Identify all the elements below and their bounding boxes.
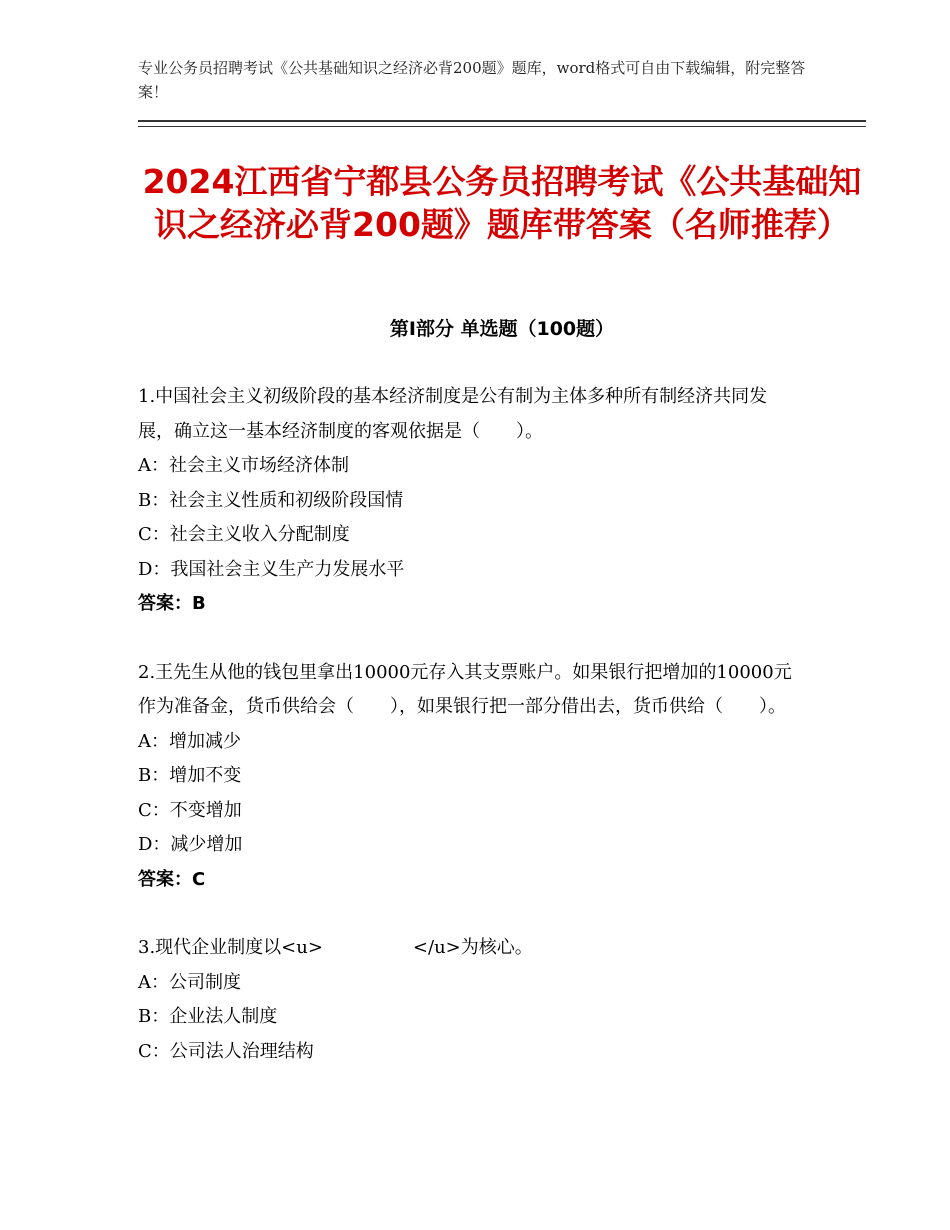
question-1 xyxy=(138,380,798,622)
answer: 答案：C xyxy=(138,868,206,890)
option-c: C：社会主义收入分配制度 xyxy=(138,524,350,545)
question-stem: 3.现代企业制度以<u> </u>为核心。 xyxy=(138,937,533,958)
option-c: C：公司法人治理结构 xyxy=(138,1040,314,1062)
question-stem: 2.王先生从他的钱包里拿出10000元存入其支票账户。如果银行把增加的10000元作为准备金，货币供给会（ ），如果银行把一部分借出去，货币供给（ ）。 xyxy=(138,661,792,717)
option-b: B：增加不变 xyxy=(138,765,242,786)
option-a: A：增加减少 xyxy=(138,730,241,752)
header-rule-thick xyxy=(138,120,866,122)
option-a: A：公司制度 xyxy=(138,971,241,993)
question-stem: 1.中国社会主义初级阶段的基本经济制度是公有制为主体多种所有制经济共同发展，确立这一基本经济制度的客观依据是（ ）。 xyxy=(138,386,768,442)
answer: 答案：B xyxy=(138,593,206,614)
question-3 xyxy=(138,931,798,1069)
question-list xyxy=(138,380,798,1069)
option-d: D：减少增加 xyxy=(138,834,243,855)
option-b: B：社会主义性质和初级阶段国情 xyxy=(138,489,404,511)
document-title: 2024江西省宁都县公务员招聘考试《公共基础知识之经济必背200题》题库带答案（名师推荐） xyxy=(142,162,862,244)
option-b: B：企业法人制度 xyxy=(138,1006,278,1027)
option-c: C：不变增加 xyxy=(138,799,242,821)
option-d: D：我国社会主义生产力发展水平 xyxy=(138,558,405,580)
option-a: A：社会主义市场经济体制 xyxy=(138,455,349,476)
header-note: 专业公务员招聘考试《公共基础知识之经济必背200题》题库，word格式可自由下载编辑，附完整答案！ xyxy=(138,59,806,101)
section-title: 第Ⅰ部分 单选题（100题） xyxy=(389,318,615,340)
question-2 xyxy=(138,656,798,898)
header-rule-thin xyxy=(138,126,866,127)
